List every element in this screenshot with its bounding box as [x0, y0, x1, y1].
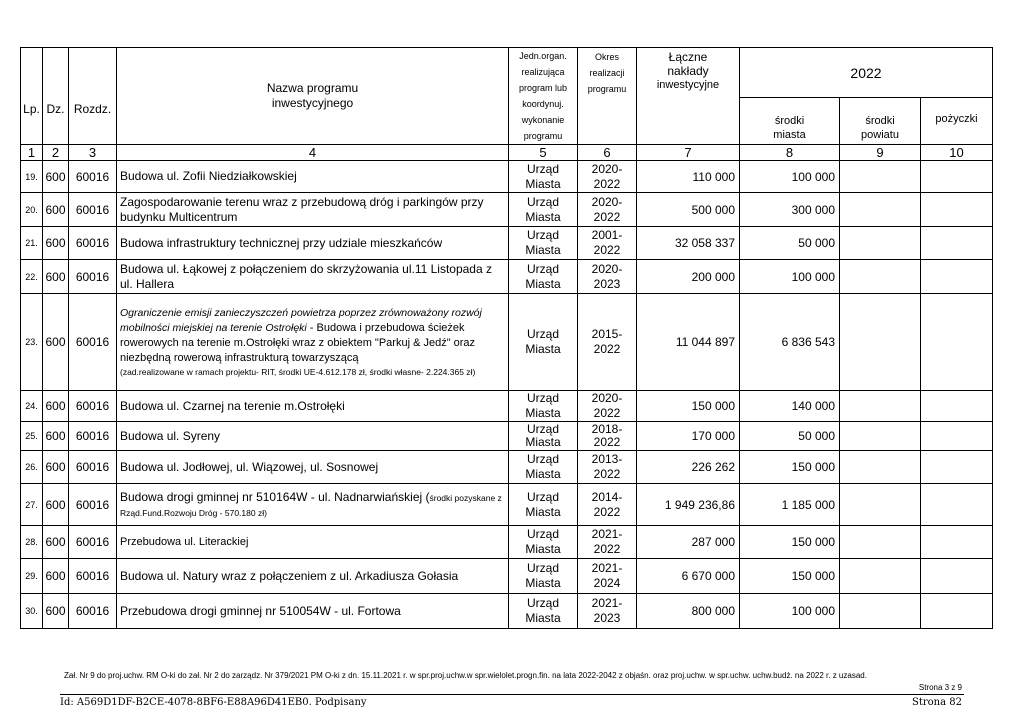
cell-name — [117, 484, 509, 526]
header-naklady — [637, 48, 740, 145]
cell-srodki-powiatu — [840, 484, 921, 526]
footer-page-number: Strona 82 — [912, 697, 962, 708]
header-year: 2022 — [740, 48, 993, 98]
cell-dz: 600 — [43, 260, 69, 294]
cell-srodki-powiatu — [840, 227, 921, 260]
column-number: 6 — [578, 145, 637, 161]
cell-okres-l2: 2022 — [593, 406, 621, 420]
cell-naklady: 226 262 — [637, 451, 740, 484]
cell-rozdz: 60016 — [69, 193, 117, 227]
footer-doc-id: Id: A569D1DF-B2CE-4078-8BF6-E88A96D41EB0. Podpisany — [60, 697, 367, 708]
header-srodki-miasta-l2: miasta — [773, 129, 806, 141]
cell-jedn-l2: Miasta — [525, 243, 561, 257]
cell-pozyczki — [921, 559, 993, 594]
header-jedn-l2: realizująca — [521, 67, 565, 77]
cell-lp: 20. — [21, 193, 43, 227]
cell-naklady: 200 000 — [637, 260, 740, 294]
header-srodki-powiatu-l2: powiatu — [861, 129, 899, 141]
header-lp: Lp. — [21, 48, 43, 145]
cell-srodki-powiatu — [840, 451, 921, 484]
cell-naklady: 1 949 236,86 — [637, 484, 740, 526]
cell-okres-l1: 2015- — [591, 327, 623, 341]
cell-rozdz: 60016 — [69, 391, 117, 422]
header-nazwa-l1: Nazwa programu — [266, 81, 359, 95]
cell-okres — [578, 594, 637, 629]
cell-okres-l2: 2022 — [593, 209, 621, 224]
header-srodki-powiatu-l1: środki — [865, 115, 895, 127]
header-jedn-l1: Jedn.organ. — [519, 51, 567, 61]
cell-okres-l1: 2020- — [591, 161, 623, 176]
cell-pozyczki — [921, 294, 993, 391]
table-row — [21, 526, 993, 559]
header-jedn-l4: koordynuj. — [522, 99, 564, 109]
header-naklady-l1: Łączne — [668, 50, 708, 64]
cell-rozdz: 60016 — [69, 294, 117, 391]
cell-jedn — [509, 594, 578, 629]
cell-naklady: 6 670 000 — [637, 559, 740, 594]
column-number: 4 — [117, 145, 509, 161]
column-number: 7 — [637, 145, 740, 161]
cell-dz: 600 — [43, 451, 69, 484]
cell-rozdz: 60016 — [69, 559, 117, 594]
column-number: 1 — [21, 145, 43, 161]
cell-jedn — [509, 451, 578, 484]
cell-name-italic: Ograniczenie emisji zanieczyszczeń powietrza poprzez zrównoważony rozwój mobilności miejskiej na terenie Ostrołęki — [120, 307, 482, 334]
cell-jedn-l1: Urząd — [526, 261, 559, 276]
cell-jedn-l1: Urząd — [526, 527, 559, 541]
cell-pozyczki — [921, 260, 993, 294]
cell-jedn-l1: Urząd — [526, 422, 559, 436]
cell-rozdz: 60016 — [69, 484, 117, 526]
header-pozyczki: pożyczki — [921, 98, 993, 145]
cell-dz: 600 — [43, 391, 69, 422]
cell-okres-l2: 2022 — [593, 542, 621, 556]
column-number: 3 — [69, 145, 117, 161]
cell-name-main: Budowa drogi gminnej nr 510164W - ul. Nadnarwiańskiej ( — [120, 489, 430, 504]
header-okres — [578, 48, 637, 145]
cell-pozyczki — [921, 526, 993, 559]
cell-srodki-miasta: 1 185 000 — [740, 484, 840, 526]
cell-jedn — [509, 526, 578, 559]
cell-okres-l1: 2021- — [591, 527, 623, 541]
cell-jedn-l1: Urząd — [526, 561, 559, 575]
cell-jedn-l2: Miasta — [525, 467, 561, 481]
cell-okres-l1: 2001- — [591, 228, 623, 242]
header-srodki-miasta-l1: środki — [774, 115, 805, 127]
cell-naklady: 287 000 — [637, 526, 740, 559]
cell-okres — [578, 526, 637, 559]
cell-dz: 600 — [43, 484, 69, 526]
table-row — [21, 294, 993, 391]
header-srodki-powiatu — [840, 98, 921, 145]
cell-okres-l2: 2022 — [593, 243, 621, 257]
cell-srodki-miasta: 6 836 543 — [740, 294, 840, 391]
cell-name — [117, 294, 509, 391]
cell-naklady: 170 000 — [637, 422, 740, 451]
cell-pozyczki — [921, 227, 993, 260]
cell-jedn — [509, 227, 578, 260]
cell-pozyczki — [921, 484, 993, 526]
cell-rozdz: 60016 — [69, 260, 117, 294]
cell-srodki-miasta: 150 000 — [740, 559, 840, 594]
cell-pozyczki — [921, 422, 993, 451]
footer-note: Zał. Nr 9 do proj.uchw. RM O-ki do zał. Nr 2 do zarządz. Nr 379/2021 PM O-ki z dn. 15.11.2021 r. w spr.proj.uchw.w spr.wielolet.progn.fin. na lata 2022-2042 z objaśn. oraz proj.uchw. w spr.uchw. uchw.budż. na 2022 r. z uzasad. — [64, 671, 867, 680]
cell-name-rest: - Budowa i przebudowa ścieżek rowerowych na terenie m.Ostrołęki wraz z obiektem "Parkuj & Jedź" oraz niezbędną rowerową infrastrukturą towarzyszącą — [120, 322, 476, 364]
cell-lp: 29. — [21, 559, 43, 594]
column-number: 5 — [509, 145, 578, 161]
cell-name: Przebudowa ul. Literackiej — [117, 526, 509, 559]
cell-okres-l2: 2024 — [593, 576, 621, 590]
cell-pozyczki — [921, 193, 993, 227]
cell-okres-l2: 2022 — [593, 504, 621, 519]
cell-name: Budowa infrastruktury technicznej przy udziale mieszkańców — [117, 227, 509, 260]
cell-naklady: 800 000 — [637, 594, 740, 629]
cell-lp: 24. — [21, 391, 43, 422]
cell-jedn — [509, 260, 578, 294]
cell-okres-l1: 2021- — [591, 596, 623, 610]
header-jedn-l3: program lub — [518, 83, 568, 93]
cell-naklady: 32 058 337 — [637, 227, 740, 260]
investment-table — [20, 47, 993, 629]
cell-srodki-powiatu — [840, 594, 921, 629]
cell-srodki-miasta: 50 000 — [740, 422, 840, 451]
cell-dz: 600 — [43, 227, 69, 260]
table-row — [21, 422, 993, 451]
cell-jedn-l2: Miasta — [525, 406, 561, 420]
cell-srodki-powiatu — [840, 260, 921, 294]
cell-okres — [578, 391, 637, 422]
cell-jedn-l2: Miasta — [525, 342, 561, 356]
cell-okres — [578, 422, 637, 451]
column-number: 9 — [840, 145, 921, 161]
cell-okres-l1: 2013- — [591, 452, 623, 466]
cell-srodki-miasta: 150 000 — [740, 451, 840, 484]
cell-dz: 600 — [43, 526, 69, 559]
table-row — [21, 594, 993, 629]
header-dz: Dz. — [43, 48, 69, 145]
cell-srodki-powiatu — [840, 193, 921, 227]
table-row — [21, 193, 993, 227]
cell-lp: 30. — [21, 594, 43, 629]
cell-jedn — [509, 193, 578, 227]
table-row — [21, 451, 993, 484]
cell-srodki-miasta: 100 000 — [740, 161, 840, 193]
column-number: 10 — [921, 145, 993, 161]
cell-jedn — [509, 484, 578, 526]
cell-rozdz: 60016 — [69, 422, 117, 451]
cell-jedn-l1: Urząd — [526, 391, 559, 405]
cell-lp: 28. — [21, 526, 43, 559]
cell-okres-l2: 2022 — [593, 342, 621, 356]
cell-jedn — [509, 559, 578, 594]
table-row — [21, 260, 993, 294]
cell-okres — [578, 484, 637, 526]
cell-name: Budowa ul. Syreny — [117, 422, 509, 451]
cell-pozyczki — [921, 391, 993, 422]
cell-pozyczki — [921, 451, 993, 484]
header-jedn — [509, 48, 578, 145]
cell-srodki-miasta: 300 000 — [740, 193, 840, 227]
header-okres-l2: realizacji — [589, 68, 625, 78]
cell-okres-l1: 2020- — [591, 391, 623, 405]
cell-name: Budowa ul. Łąkowej z połączeniem do skrzyżowania ul.11 Listopada z ul. Hallera — [117, 260, 509, 294]
header-naklady-l2: nakłady — [667, 64, 709, 78]
cell-name: Budowa ul. Jodłowej, ul. Wiązowej, ul. Sosnowej — [117, 451, 509, 484]
cell-pozyczki — [921, 161, 993, 193]
cell-rozdz: 60016 — [69, 526, 117, 559]
cell-jedn-l1: Urząd — [526, 596, 559, 610]
cell-lp: 19. — [21, 161, 43, 193]
table-row — [21, 227, 993, 260]
cell-name: Budowa ul. Czarnej na terenie m.Ostrołęki — [117, 391, 509, 422]
cell-srodki-miasta: 150 000 — [740, 526, 840, 559]
cell-jedn-l2: Miasta — [525, 611, 561, 625]
cell-srodki-miasta: 100 000 — [740, 594, 840, 629]
cell-srodki-powiatu — [840, 559, 921, 594]
cell-okres — [578, 559, 637, 594]
cell-jedn-l2: Miasta — [525, 576, 561, 590]
cell-jedn-l1: Urząd — [526, 489, 559, 504]
cell-dz: 600 — [43, 594, 69, 629]
cell-okres — [578, 193, 637, 227]
table-row — [21, 161, 993, 193]
cell-dz: 600 — [43, 422, 69, 451]
cell-okres-l1: 2021- — [591, 561, 623, 575]
cell-okres — [578, 451, 637, 484]
cell-jedn-l2: Miasta — [525, 542, 561, 556]
cell-jedn-l1: Urząd — [526, 161, 559, 176]
cell-rozdz: 60016 — [69, 451, 117, 484]
cell-naklady: 150 000 — [637, 391, 740, 422]
cell-name: Budowa ul. Natury wraz z połączeniem z ul. Arkadiusza Gołasia — [117, 559, 509, 594]
cell-jedn-l2: Miasta — [525, 176, 561, 191]
cell-name: Budowa ul. Zofii Niedziałkowskiej — [117, 161, 509, 193]
cell-naklady: 110 000 — [637, 161, 740, 193]
cell-lp: 26. — [21, 451, 43, 484]
cell-jedn — [509, 294, 578, 391]
cell-pozyczki — [921, 594, 993, 629]
cell-rozdz: 60016 — [69, 161, 117, 193]
cell-jedn-l2: Miasta — [525, 504, 561, 519]
header-okres-l3: programu — [587, 84, 627, 94]
cell-name-note: (zad.realizowane w ramach projektu- RIT, środki UE-4.612.178 zł, środki własne- 2.224.365 zł) — [120, 367, 476, 377]
cell-okres-l2: 2023 — [593, 611, 621, 625]
footer-page-of: Strona 3 z 9 — [918, 683, 962, 692]
cell-lp: 22. — [21, 260, 43, 294]
cell-okres — [578, 294, 637, 391]
cell-dz: 600 — [43, 193, 69, 227]
cell-dz: 600 — [43, 161, 69, 193]
cell-lp: 23. — [21, 294, 43, 391]
cell-okres-l2: 2022 — [593, 467, 621, 481]
cell-okres-l1: 2018- — [591, 422, 623, 436]
cell-rozdz: 60016 — [69, 594, 117, 629]
cell-rozdz: 60016 — [69, 227, 117, 260]
cell-jedn — [509, 161, 578, 193]
header-jedn-l5: wykonanie — [521, 115, 565, 125]
cell-jedn-l1: Urząd — [526, 452, 559, 466]
cell-okres — [578, 161, 637, 193]
header-okres-l1: Okres — [594, 52, 619, 62]
header-jedn-l6: programu — [523, 131, 563, 141]
cell-jedn-l1: Urząd — [526, 327, 559, 341]
cell-okres — [578, 227, 637, 260]
cell-srodki-powiatu — [840, 161, 921, 193]
header-nazwa-l2: inwestycyjnego — [271, 96, 354, 110]
footer-divider — [60, 694, 964, 695]
header-nazwa — [117, 48, 509, 145]
cell-okres-l2: 2022 — [593, 176, 621, 191]
cell-naklady: 11 044 897 — [637, 294, 740, 391]
cell-jedn-l2: Miasta — [525, 276, 561, 291]
cell-srodki-powiatu — [840, 294, 921, 391]
cell-srodki-miasta: 140 000 — [740, 391, 840, 422]
cell-okres-l1: 2014- — [591, 489, 623, 504]
cell-name: Przebudowa drogi gminnej nr 510054W - ul. Fortowa — [117, 594, 509, 629]
column-number: 8 — [740, 145, 840, 161]
cell-srodki-powiatu — [840, 526, 921, 559]
cell-dz: 600 — [43, 559, 69, 594]
cell-jedn — [509, 391, 578, 422]
cell-okres-l1: 2020- — [591, 261, 623, 276]
cell-jedn-l2: Miasta — [525, 209, 561, 224]
cell-okres — [578, 260, 637, 294]
cell-jedn — [509, 422, 578, 451]
cell-name: Zagospodarowanie terenu wraz z przebudową dróg i parkingów przy budynku Multicentrum — [117, 193, 509, 227]
cell-jedn-l1: Urząd — [526, 194, 559, 209]
cell-srodki-powiatu — [840, 391, 921, 422]
cell-okres-l2: 2022 — [593, 435, 621, 449]
header-rozdz: Rozdz. — [69, 48, 117, 145]
header-naklady-l3: inwestycyjne — [656, 79, 720, 91]
cell-dz: 600 — [43, 294, 69, 391]
cell-lp: 21. — [21, 227, 43, 260]
cell-srodki-miasta: 50 000 — [740, 227, 840, 260]
cell-jedn-l2: Miasta — [525, 435, 561, 449]
cell-naklady: 500 000 — [637, 193, 740, 227]
table-row — [21, 559, 993, 594]
cell-srodki-miasta: 100 000 — [740, 260, 840, 294]
header-srodki-miasta — [740, 98, 840, 145]
table-row — [21, 484, 993, 526]
cell-name-note: środki pozyskane z Rząd.Fund.Rozwoju Dróg - 570.180 zł) — [120, 492, 502, 518]
column-number: 2 — [43, 145, 69, 161]
cell-okres-l2: 2023 — [593, 276, 621, 291]
cell-okres-l1: 2020- — [591, 194, 623, 209]
cell-lp: 27. — [21, 484, 43, 526]
cell-jedn-l1: Urząd — [526, 228, 559, 242]
cell-lp: 25. — [21, 422, 43, 451]
table-row — [21, 391, 993, 422]
cell-srodki-powiatu — [840, 422, 921, 451]
